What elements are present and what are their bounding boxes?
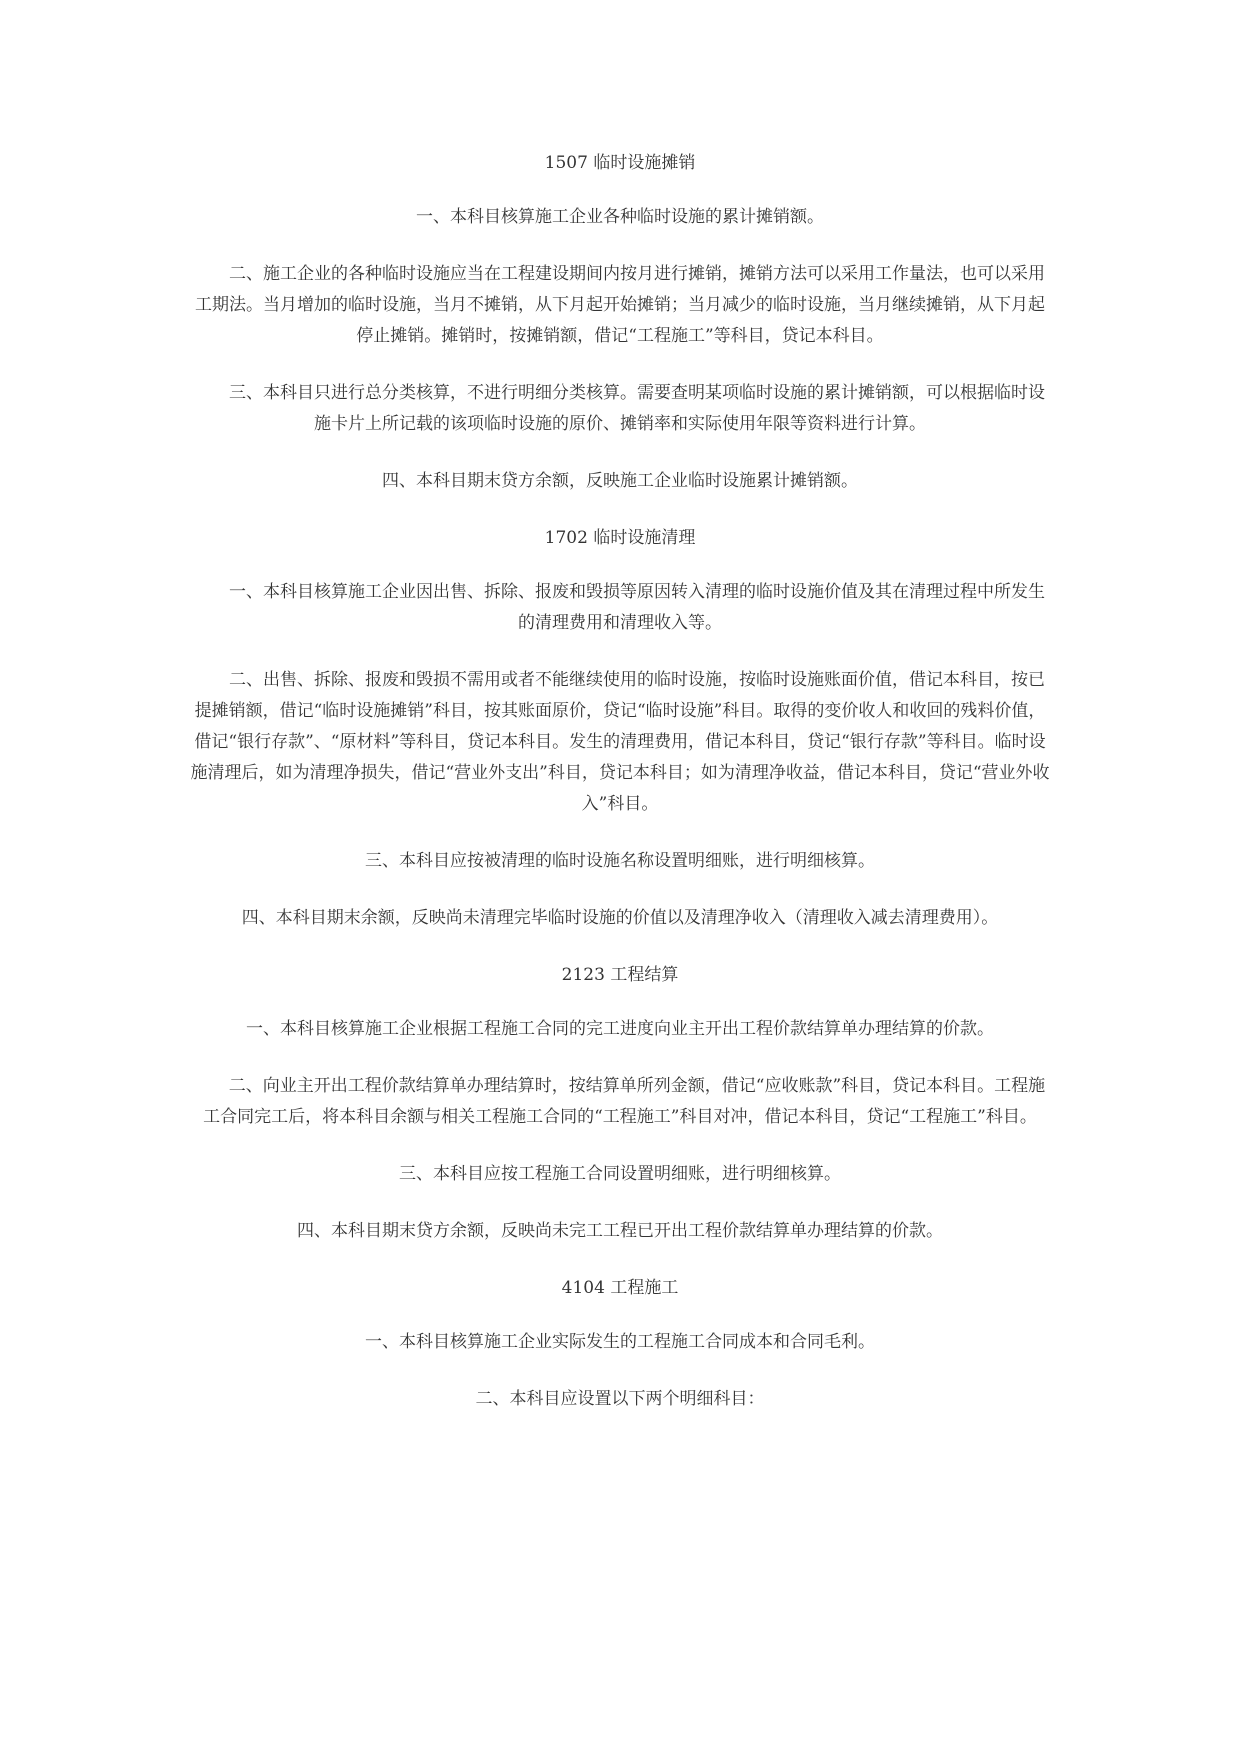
paragraph: 四、本科目期末余额，反映尚未清理完毕临时设施的价值以及清理净收入（清理收入减去清理费用）。 (241, 908, 999, 928)
paragraph: 三、本科目应按被清理的临时设施名称设置明细账，进行明细核算。 (365, 851, 875, 871)
section-1702 (187, 523, 1053, 934)
section-2123 (187, 960, 1053, 1247)
paragraph: 四、本科目期末贷方余额，反映尚未完工工程已开出工程价款结算单办理结算的价款。 (297, 1221, 943, 1241)
section-title: 2123 工程结算 (561, 965, 679, 985)
section-title: 1702 临时设施清理 (544, 528, 696, 548)
paragraph: 三、本科目只进行总分类核算，不进行明细分类核算。需要查明某项临时设施的累计摊销额，可以根据临时设施卡片上所记载的该项临时设施的原价、摊销率和实际使用年限等资料进行计算。 (229, 383, 1045, 434)
section-4104 (187, 1273, 1053, 1415)
section-1507 (187, 148, 1053, 497)
section-title: 1507 临时设施摊销 (544, 153, 696, 173)
paragraph: 一、本科目核算施工企业各种临时设施的累计摊销额。 (416, 207, 824, 227)
paragraph: 一、本科目核算施工企业因出售、拆除、报废和毁损等原因转入清理的临时设施价值及其在清理过程中所发生的清理费用和清理收入等。 (229, 582, 1045, 633)
document-page (187, 148, 1053, 1441)
section-title: 4104 工程施工 (561, 1278, 679, 1298)
paragraph: 三、本科目应按工程施工合同设置明细账，进行明细核算。 (399, 1164, 841, 1184)
paragraph: 一、本科目核算施工企业实际发生的工程施工合同成本和合同毛利。 (365, 1332, 875, 1352)
paragraph: 二、向业主开出工程价款结算单办理结算时，按结算单所列金额，借记“应收账款”科目，贷记本科目。工程施工合同完工后，将本科目余额与相关工程施工合同的“工程施工”科目对冲，借记本科目，贷记“工程施工”科目。 (203, 1076, 1046, 1127)
paragraph: 二、施工企业的各种临时设施应当在工程建设期间内按月进行摊销，摊销方法可以采用工作量法，也可以采用工期法。当月增加的临时设施，当月不摊销，从下月起开始摊销；当月减少的临时设施，当月继续摊销，从下月起停止摊销。摊销时，按摊销额，借记“工程施工”等科目，贷记本科目。 (195, 264, 1045, 346)
paragraph: 二、本科目应设置以下两个明细科目： (475, 1389, 765, 1409)
paragraph: 二、出售、拆除、报废和毁损不需用或者不能继续使用的临时设施，按临时设施账面价值，借记本科目，按已提摊销额，借记“临时设施摊销”科目，按其账面原价，贷记“临时设施”科目。取得的变价收人和收回的残料价值，借记“银行存款”、“原材料”等科目，贷记本科目。发生的清理费用，借记本科目，贷记“银行存款”等科目。临时设施清理后，如为清理净损失，借记“营业外支出”科目，贷记本科目；如为清理净收益，借记本科目，贷记“营业外收入”科目。 (190, 670, 1050, 814)
paragraph: 一、本科目核算施工企业根据工程施工合同的完工进度向业主开出工程价款结算单办理结算的价款。 (246, 1019, 994, 1039)
paragraph: 四、本科目期末贷方余额，反映施工企业临时设施累计摊销额。 (382, 471, 858, 491)
